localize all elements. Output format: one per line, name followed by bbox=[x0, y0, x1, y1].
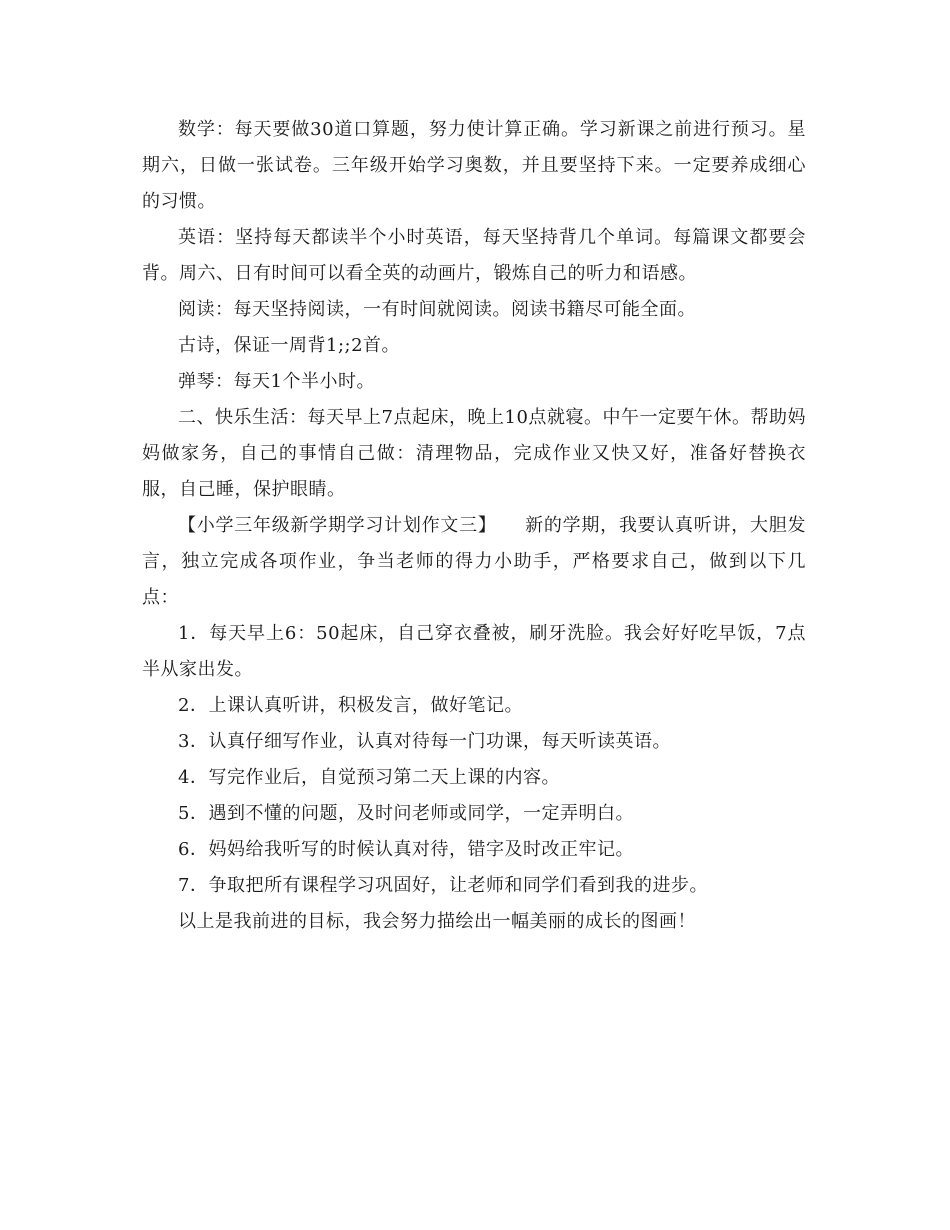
paragraph-piano: 弹琴：每天1个半小时。 bbox=[178, 371, 375, 392]
document-body bbox=[142, 112, 806, 940]
paragraph-conclusion: 以上是我前进的目标，我会努力描绘出一幅美丽的成长的图画！ bbox=[178, 911, 696, 932]
list-item-1: 1．每天早上6：50起床，自己穿衣叠被，刷牙洗脸。我会好好吃早饭，7点半从家出发。 bbox=[142, 623, 806, 680]
paragraph-essay-three-intro: 【小学三年级新学期学习计划作文三】 新的学期，我要认真听讲，大胆发言，独立完成各项作业，争当老师的得力小助手，严格要求自己，做到以下几点： bbox=[142, 515, 806, 608]
list-item-2: 2．上课认真听讲，积极发言，做好笔记。 bbox=[178, 695, 523, 716]
list-item-5: 5．遇到不懂的问题，及时问老师或同学，一定弄明白。 bbox=[178, 803, 634, 824]
list-item-4: 4．写完作业后，自觉预习第二天上课的内容。 bbox=[178, 767, 560, 788]
list-item-3: 3．认真仔细写作业，认真对待每一门功课，每天听读英语。 bbox=[178, 731, 671, 752]
paragraph-poetry: 古诗，保证一周背1;;2首。 bbox=[178, 335, 401, 356]
paragraph-reading: 阅读：每天坚持阅读，一有时间就阅读。阅读书籍尽可能全面。 bbox=[178, 299, 696, 320]
paragraph-happy-life: 二、快乐生活：每天早上7点起床，晚上10点就寝。中午一定要午休。帮助妈妈做家务，自己的事情自己做：清理物品，完成作业又快又好，准备好替换衣服，自己睡，保护眼睛。 bbox=[142, 407, 806, 500]
list-item-6: 6．妈妈给我听写的时候认真对待，错字及时改正牢记。 bbox=[178, 839, 634, 860]
list-item-7: 7．争取把所有课程学习巩固好，让老师和同学们看到我的进步。 bbox=[178, 875, 708, 896]
paragraph-math: 数学：每天要做30道口算题，努力使计算正确。学习新课之前进行预习。星期六，日做一张试卷。三年级开始学习奥数，并且要坚持下来。一定要养成细心的习惯。 bbox=[142, 119, 806, 212]
paragraph-english: 英语：坚持每天都读半个小时英语，每天坚持背几个单词。每篇课文都要会背。周六、日有时间可以看全英的动画片，锻炼自己的听力和语感。 bbox=[142, 227, 806, 284]
